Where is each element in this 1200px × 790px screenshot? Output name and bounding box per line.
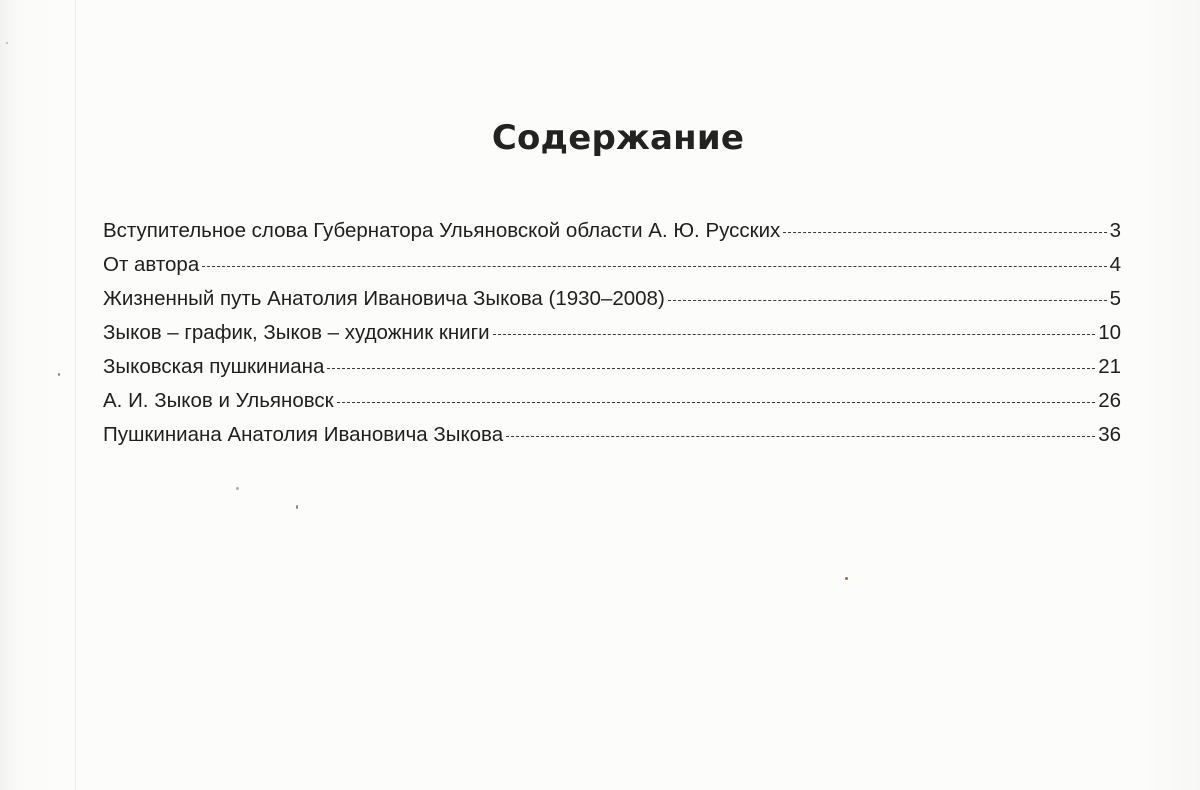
toc-entry[interactable] [103, 214, 1121, 248]
toc-leader [506, 436, 1095, 437]
toc-entry[interactable] [103, 418, 1121, 452]
toc-entry-page: 5 [1109, 287, 1121, 310]
toc-entry-title: А. И. Зыков и Ульяновск [103, 389, 334, 412]
paper-speck [58, 373, 60, 376]
table-of-contents [103, 214, 1121, 452]
toc-leader [783, 232, 1106, 233]
toc-entry-page: 4 [1109, 253, 1121, 276]
toc-entry[interactable] [103, 350, 1121, 384]
page-title: Содержание [491, 118, 745, 158]
toc-leader [202, 266, 1106, 267]
toc-entry[interactable] [103, 316, 1121, 350]
toc-entry-page: 10 [1098, 321, 1121, 344]
paper-speck [296, 505, 298, 509]
toc-entry-title: Пушкиниана Анатолия Ивановича Зыкова [103, 423, 504, 446]
toc-entry-title: Зыков – график, Зыков – художник книги [103, 321, 490, 344]
toc-entry-title: Жизненный путь Анатолия Ивановича Зыкова (1930–2008) [103, 287, 665, 310]
toc-entry[interactable] [103, 248, 1121, 282]
toc-entry[interactable] [103, 282, 1121, 316]
toc-entry-title: Зыковская пушкиниана [103, 355, 325, 378]
toc-entry[interactable] [103, 384, 1121, 418]
toc-leader [668, 300, 1107, 301]
paper-speck [6, 42, 8, 44]
toc-entry-page: 26 [1098, 389, 1121, 412]
paper-speck [236, 487, 239, 490]
toc-entry-page: 21 [1098, 355, 1121, 378]
paper-speck [845, 577, 848, 580]
toc-entry-title: От автора [103, 253, 200, 276]
toc-entry-page: 36 [1098, 423, 1121, 446]
toc-entry-title: Вступительное слова Губернатора Ульяновской области А. Ю. Русских [103, 219, 781, 242]
toc-leader [327, 368, 1095, 369]
toc-leader [493, 334, 1096, 335]
toc-leader [337, 402, 1096, 403]
toc-entry-page: 3 [1109, 219, 1121, 242]
